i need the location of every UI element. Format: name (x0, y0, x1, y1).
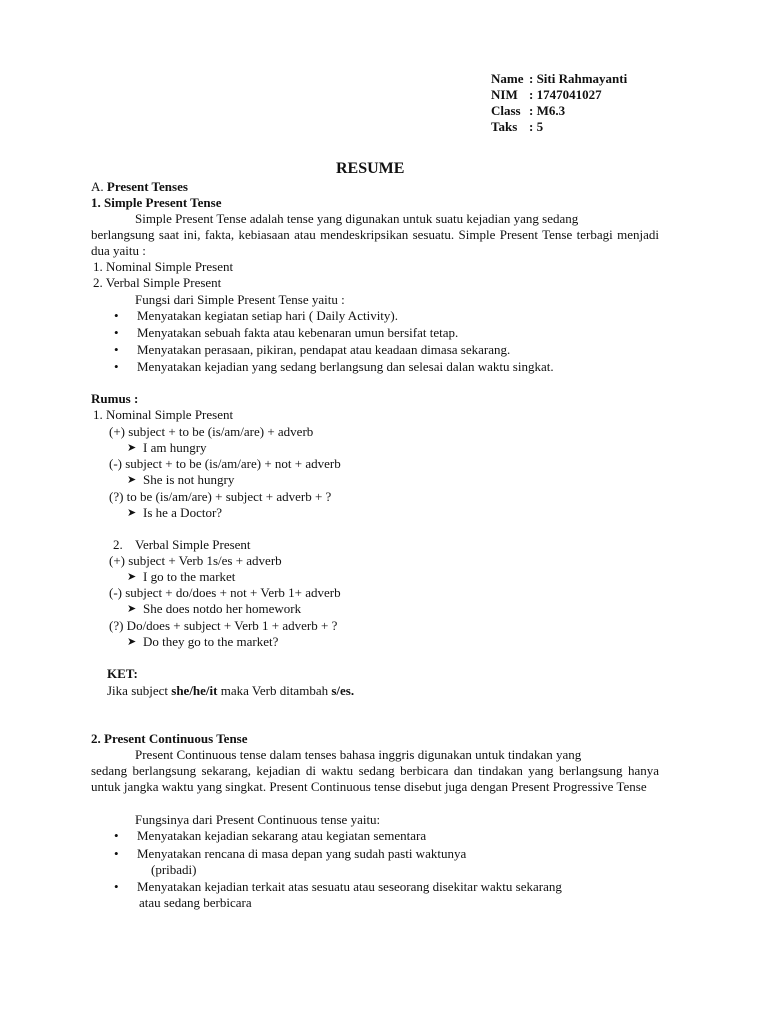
formula-nominal-positive: (+) subject + to be (is/am/are) + adverb (109, 424, 314, 439)
example-text: I go to the market (143, 569, 236, 584)
verbal-title: Verbal Simple Present (135, 537, 251, 552)
page-title: RESUME (336, 160, 405, 177)
example-verbal-negative (127, 601, 302, 617)
taks-label: Taks (491, 119, 518, 134)
fungsinya-item-continuation: atau sedang berbicara (139, 895, 252, 910)
formula-verbal-question: (?) Do/does + subject + Verb 1 + adverb + ? (109, 618, 338, 633)
formula-verbal-negative: (-) subject + do/does + not + Verb 1+ adverb (109, 585, 341, 600)
example-nominal-question (127, 505, 223, 521)
section-a-heading (91, 179, 188, 195)
verbal-heading (113, 537, 251, 553)
example-text: She does notdo her homework (143, 601, 302, 616)
present-continuous-heading: 2. Present Continuous Tense (91, 731, 248, 746)
name-label: Name (491, 71, 524, 86)
nominal-heading: 1. Nominal Simple Present (93, 407, 234, 422)
simple-present-para-first-line: Simple Present Tense adalah tense yang digunakan untuk suatu kejadian yang sedang (135, 211, 579, 226)
example-text: She is not hungry (143, 472, 235, 487)
verbal-number: 2. (113, 537, 123, 552)
ket-suffix: s/es. (331, 683, 355, 698)
fungsi-item: • Menyatakan perasaan, pikiran, pendapat atau keadaan dimasa sekarang. (137, 342, 510, 358)
fungsi-item: • Menyatakan kejadian yang sedang berlangsung dan selesai dalan waktu singkat. (137, 359, 554, 375)
example-text: Do they go to the market? (143, 634, 279, 649)
formula-verbal-positive: (+) subject + Verb 1s/es + adverb (109, 553, 282, 568)
type-verbal: 2. Verbal Simple Present (93, 275, 222, 290)
arrow-bullet-icon: ➤ (127, 571, 137, 583)
example-text: Is he a Doctor? (143, 505, 223, 520)
arrow-bullet-icon: ➤ (127, 507, 137, 519)
arrow-bullet-icon: ➤ (127, 636, 137, 648)
present-continuous-para: sedang berlangsung sekarang, kejadian di waktu sedang berbicara dan tindakan yang berlangsung hanya untuk jangka waktu yang singkat. Present Continuous tense disebut juga dengan Present Progressive Tense (91, 763, 659, 795)
class-row (491, 103, 627, 119)
simple-present-para: berlangsung saat ini, fakta, kebiasaan atau mendeskripsikan sesuatu. Simple Present Tense terbagi menjadi dua yaitu : (91, 227, 659, 259)
student-info (491, 71, 627, 135)
fungsi-item: • Menyatakan sebuah fakta atau kebenaran umun bersifat tetap. (137, 325, 458, 341)
example-verbal-question (127, 634, 279, 650)
taks-row (491, 119, 627, 135)
arrow-bullet-icon: ➤ (127, 474, 137, 486)
class-value: : M6.3 (529, 103, 566, 118)
arrow-bullet-icon: ➤ (127, 603, 137, 615)
present-continuous-para-first-line: Present Continuous tense dalam tenses bahasa inggris digunakan untuk tindakan yang (135, 747, 582, 762)
ket-subjects: she/he/it (171, 683, 218, 698)
ket-text: maka Verb ditambah (217, 683, 332, 698)
nim-label: NIM (491, 87, 518, 102)
nim-row (491, 87, 627, 103)
fungsinya-intro: Fungsinya dari Present Continuous tense yaitu: (135, 812, 381, 827)
example-verbal-positive (127, 569, 236, 585)
example-nominal-positive (127, 440, 207, 456)
name-row (491, 71, 627, 87)
ket-heading: KET: (107, 666, 138, 681)
rumus-heading: Rumus : (91, 391, 139, 406)
simple-present-heading: 1. Simple Present Tense (91, 195, 222, 210)
example-text: I am hungry (143, 440, 207, 455)
ket-note (107, 683, 354, 699)
class-label: Class (491, 103, 521, 118)
fungsinya-item: • Menyatakan kejadian terkait atas sesuatu atau seseorang disekitar waktu sekarang (137, 879, 562, 895)
nim-value: : 1747041027 (529, 87, 602, 102)
section-a-prefix: A. (91, 179, 104, 194)
fungsi-intro: Fungsi dari Simple Present Tense yaitu : (135, 292, 345, 307)
example-nominal-negative (127, 472, 235, 488)
formula-nominal-negative: (-) subject + to be (is/am/are) + not + adverb (109, 456, 341, 471)
type-nominal: 1. Nominal Simple Present (93, 259, 234, 274)
formula-nominal-question: (?) to be (is/am/are) + subject + adverb + ? (109, 489, 332, 504)
ket-text: Jika subject (107, 683, 172, 698)
section-a-title: Present Tenses (106, 179, 188, 194)
fungsinya-item: • Menyatakan rencana di masa depan yang sudah pasti waktunya (137, 846, 466, 862)
fungsinya-item-continuation: (pribadi) (151, 862, 197, 877)
fungsinya-item: • Menyatakan kejadian sekarang atau kegiatan sementara (137, 828, 426, 844)
taks-value: : 5 (529, 119, 544, 134)
fungsi-item: • Menyatakan kegiatan setiap hari ( Daily Activity). (137, 308, 398, 324)
arrow-bullet-icon: ➤ (127, 442, 137, 454)
name-value: : Siti Rahmayanti (529, 71, 628, 86)
